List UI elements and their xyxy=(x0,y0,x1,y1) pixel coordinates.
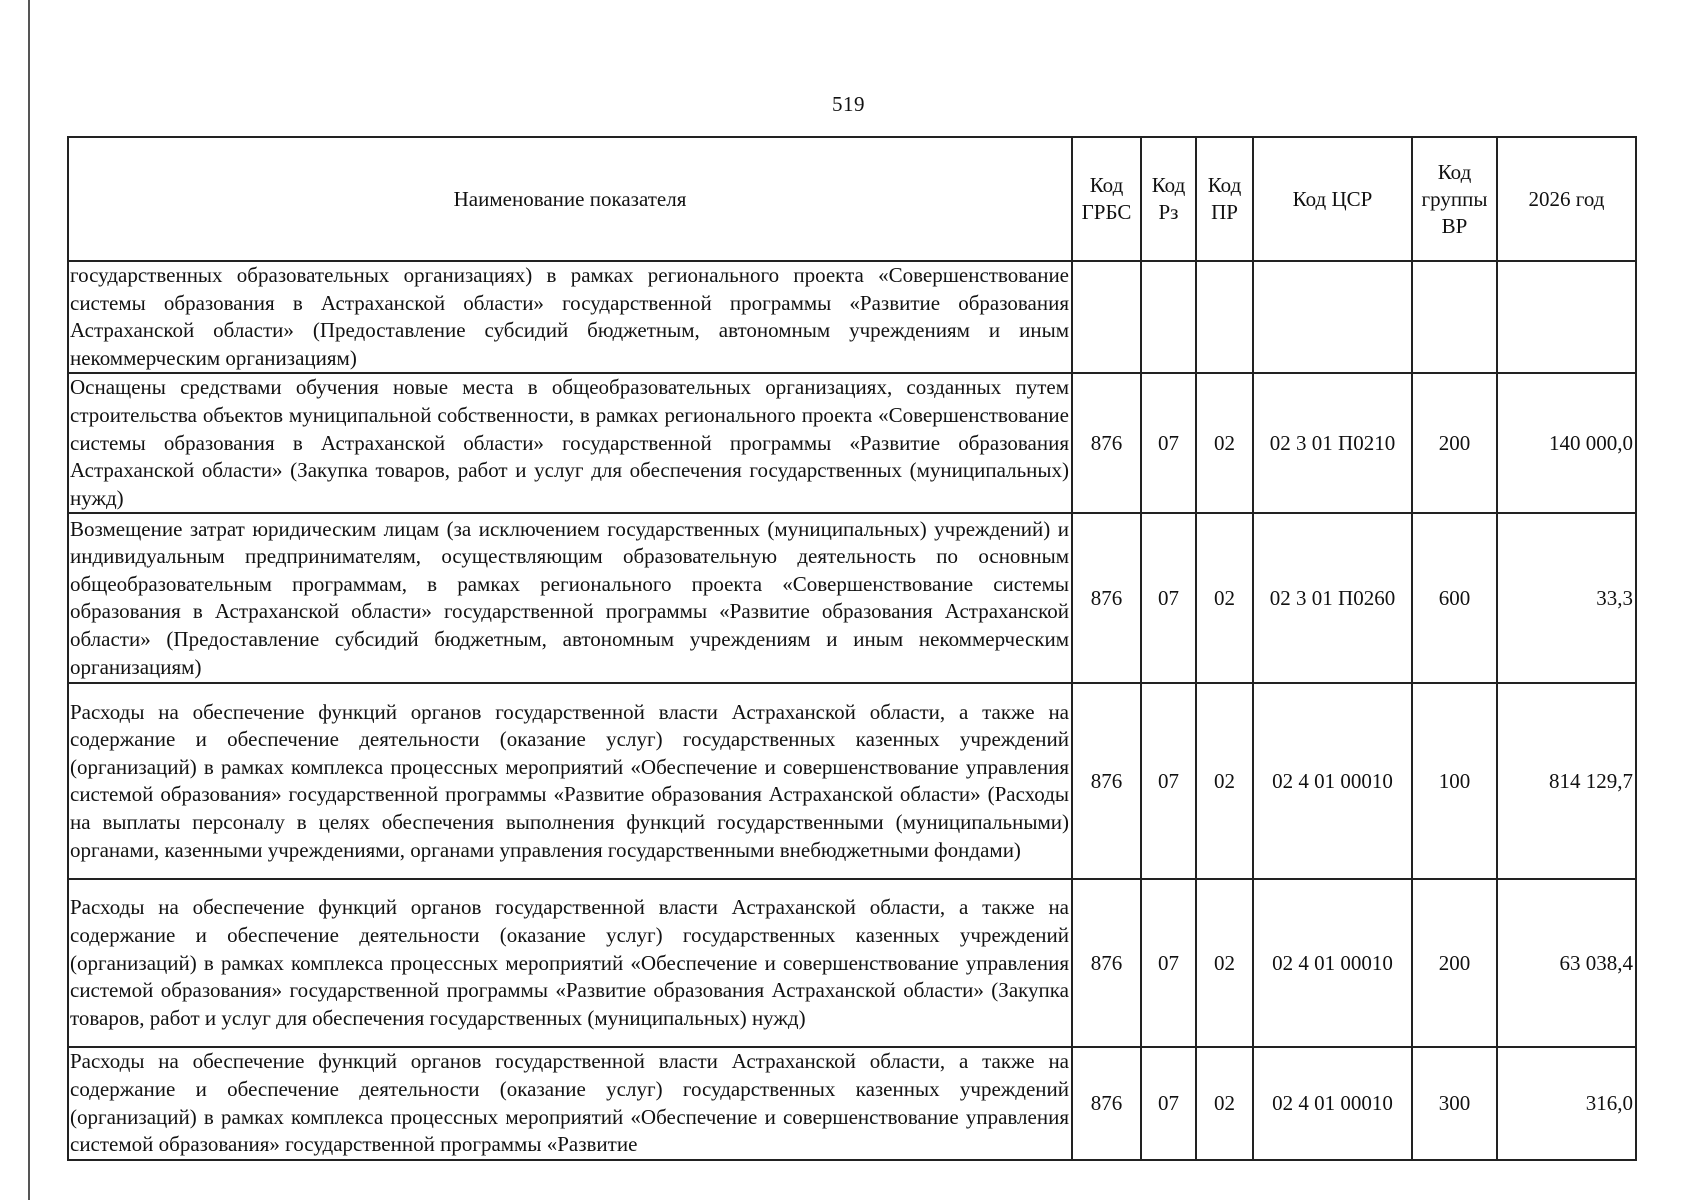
header-rz: Код Рз xyxy=(1141,137,1196,261)
row-pr: 02 xyxy=(1196,879,1253,1047)
header-name: Наименование показателя xyxy=(68,137,1072,261)
header-csr: Код ЦСР xyxy=(1253,137,1412,261)
row-vr xyxy=(1412,261,1497,373)
row-description: Расходы на обеспечение функций органов государственной власти Астраханской области, а также на содержание и обеспечение деятельности (оказание услуг) государственных казенных учреждений (организаций) в рамках комплекса процессных мероприятий «Обеспечение и совершенствование управления системой образования» государственной программы «Развитие образования Астраханской области» (Закупка товаров, работ и услуг для обеспечения государственных (муниципальных) нужд) xyxy=(68,879,1072,1047)
row-grbs: 876 xyxy=(1072,879,1141,1047)
table-row xyxy=(68,879,1636,1047)
row-pr: 02 xyxy=(1196,1047,1253,1159)
row-rz: 07 xyxy=(1141,683,1196,879)
row-description: Возмещение затрат юридическим лицам (за исключением государственных (муниципальных) учреждений) и индивидуальным предпринимателям, осуществляющим образовательную деятельность по основным общеобразовательным программам, в рамках регионального проекта «Совершенствование системы образования в Астраханской области» государственной программы «Развитие образования Астраханской области» (Предоставление субсидий бюджетным, автономным учреждениям и иным некоммерческим организациям) xyxy=(68,513,1072,683)
row-csr: 02 4 01 00010 xyxy=(1253,683,1412,879)
table-row xyxy=(68,261,1636,373)
row-vr: 200 xyxy=(1412,373,1497,513)
header-year: 2026 год xyxy=(1497,137,1636,261)
row-csr xyxy=(1253,261,1412,373)
table-row xyxy=(68,1047,1636,1159)
row-amount: 140 000,0 xyxy=(1497,373,1636,513)
binding-margin-line xyxy=(28,0,30,1200)
row-pr: 02 xyxy=(1196,683,1253,879)
row-description: Оснащены средствами обучения новые места в общеобразовательных организациях, созданных путем строительства объектов муниципальной собственности, в рамках регионального проекта «Совершенствование системы образования в Астраханской области» государственной программы «Развитие образования Астраханской области» (Закупка товаров, работ и услуг для обеспечения государственных (муниципальных) нужд) xyxy=(68,373,1072,513)
row-csr: 02 4 01 00010 xyxy=(1253,1047,1412,1159)
row-grbs xyxy=(1072,261,1141,373)
row-vr: 100 xyxy=(1412,683,1497,879)
row-grbs: 876 xyxy=(1072,373,1141,513)
row-amount: 33,3 xyxy=(1497,513,1636,683)
budget-table xyxy=(67,136,1637,1161)
row-vr: 300 xyxy=(1412,1047,1497,1159)
row-csr: 02 3 01 П0260 xyxy=(1253,513,1412,683)
row-rz: 07 xyxy=(1141,373,1196,513)
table-row xyxy=(68,683,1636,879)
row-rz: 07 xyxy=(1141,1047,1196,1159)
row-grbs: 876 xyxy=(1072,683,1141,879)
row-amount: 63 038,4 xyxy=(1497,879,1636,1047)
row-description: Расходы на обеспечение функций органов государственной власти Астраханской области, а также на содержание и обеспечение деятельности (оказание услуг) государственных казенных учреждений (организаций) в рамках комплекса процессных мероприятий «Обеспечение и совершенствование управления системой образования» государственной программы «Развитие образования Астраханской области» (Расходы на выплаты персоналу в целях обеспечения выполнения функций государственными (муниципальными) органами, казенными учреждениями, органами управления государственными внебюджетными фондами) xyxy=(68,683,1072,879)
row-csr: 02 4 01 00010 xyxy=(1253,879,1412,1047)
row-vr: 600 xyxy=(1412,513,1497,683)
page-number: 519 xyxy=(832,92,865,116)
row-rz: 07 xyxy=(1141,513,1196,683)
row-rz: 07 xyxy=(1141,879,1196,1047)
row-amount: 316,0 xyxy=(1497,1047,1636,1159)
row-pr xyxy=(1196,261,1253,373)
row-description: государственных образовательных организациях) в рамках регионального проекта «Совершенствование системы образования в Астраханской области» государственной программы «Развитие образования Астраханской области» (Предоставление субсидий бюджетным, автономным учреждениям и иным некоммерческим организациям) xyxy=(68,261,1072,373)
row-amount: 814 129,7 xyxy=(1497,683,1636,879)
row-amount xyxy=(1497,261,1636,373)
table-header-row xyxy=(68,137,1636,261)
row-grbs: 876 xyxy=(1072,513,1141,683)
header-grbs: Код ГРБС xyxy=(1072,137,1141,261)
table-row xyxy=(68,373,1636,513)
row-description: Расходы на обеспечение функций органов государственной власти Астраханской области, а также на содержание и обеспечение деятельности (оказание услуг) государственных казенных учреждений (организаций) в рамках комплекса процессных мероприятий «Обеспечение и совершенствование управления системой образования» государственной программы «Развитие xyxy=(68,1047,1072,1159)
row-grbs: 876 xyxy=(1072,1047,1141,1159)
row-pr: 02 xyxy=(1196,373,1253,513)
table-row xyxy=(68,513,1636,683)
row-rz xyxy=(1141,261,1196,373)
header-pr: Код ПР xyxy=(1196,137,1253,261)
row-csr: 02 3 01 П0210 xyxy=(1253,373,1412,513)
row-pr: 02 xyxy=(1196,513,1253,683)
header-vr: Код группы ВР xyxy=(1412,137,1497,261)
row-vr: 200 xyxy=(1412,879,1497,1047)
